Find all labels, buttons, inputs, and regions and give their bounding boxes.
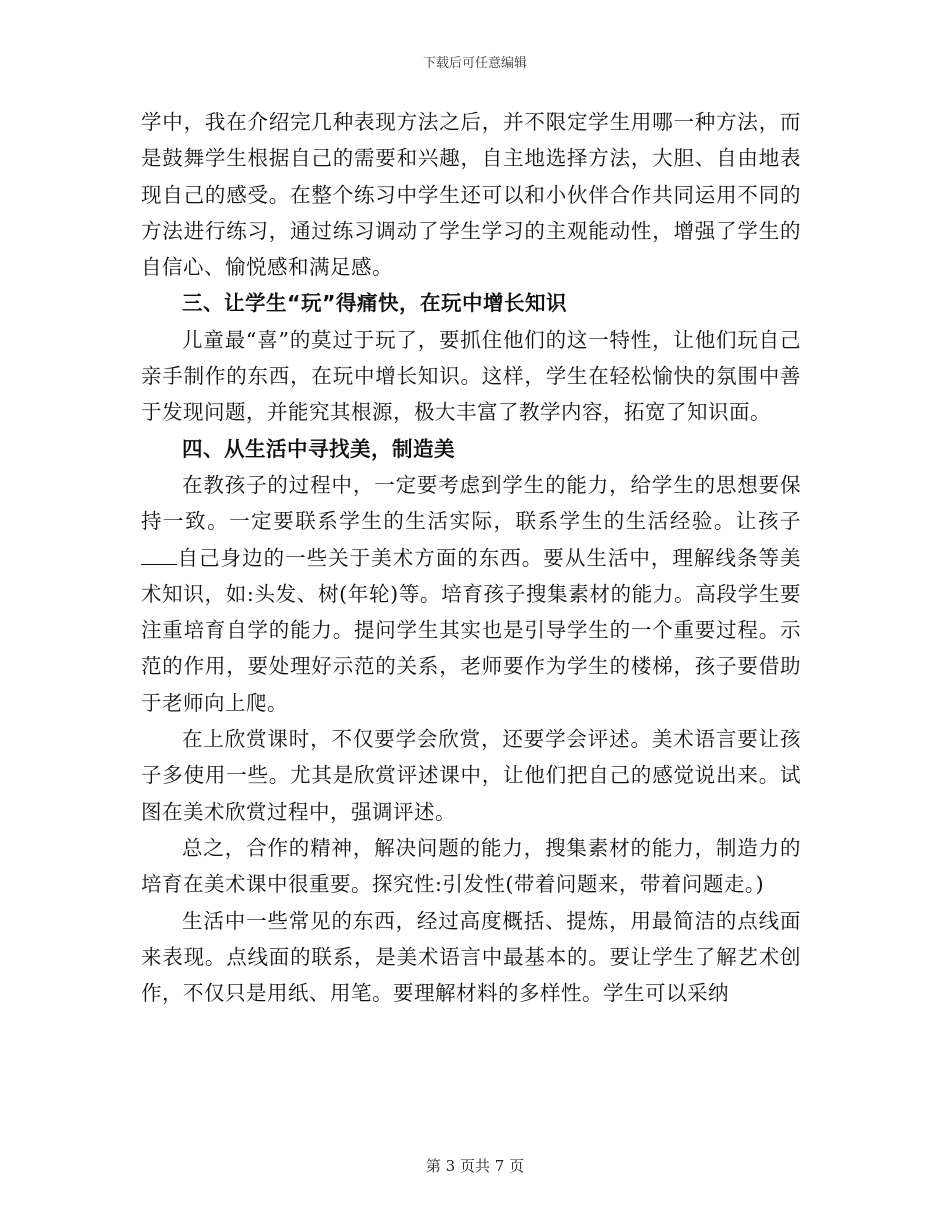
page-header-note: 下载后可任意编辑 — [422, 56, 527, 71]
paragraph-continued: 学中，我在介绍完几种表现方法之后，并不限定学生用哪一种方法，而是鼓舞学生根据自己的需要和兴趣，自主地选择方法，大胆、自由地表现自己的感受。在整个练习中学生还可以和小伙伴合作共同运用不同的方法进行练习，通过练习调动了学生学习的主观能动性，增强了学生的自信心、愉悦感和满足感。 — [141, 110, 801, 280]
paragraph-appreciation: 在上欣赏课时，不仅要学会欣赏，还要学会评述。美术语言要让孩子多使用一些。尤其是欣赏评述课中，让他们把自己的感觉说出来。试图在美术欣赏过程中，强调评述。 — [141, 727, 801, 824]
document-body — [141, 104, 801, 1011]
paragraph-life-beauty-part2: 自己身边的一些关于美术方面的东西。要从生活中，理解线条等美术知识，如:头发、树(年轮)等。培育孩子搜集素材的能力。高段学生要注重培育自学的能力。提问学生其实也是引导学生的一个重要过程。示范的作用，要处理好示范的关系，老师要作为学生的楼梯，孩子要借助于老师向上爬。 — [141, 545, 801, 715]
paragraph-point-line-plane: 生活中一些常见的东西，经过高度概括、提炼，用最简洁的点线面来表现。点线面的联系，是美术语言中最基本的。要让学生了解艺术创作，不仅只是用纸、用笔。要理解材料的多样性。学生可以采纳 — [141, 908, 801, 1006]
paragraph-play: 儿童最“喜”的莫过于玩了，要抓住他们的这一特性，让他们玩自己亲手制作的东西，在玩中增长知识。这样，学生在轻松愉快的氛围中善于发现问题，并能究其根源，极大丰富了教学内容，拓宽了知识面。 — [141, 327, 801, 425]
section-heading-3: 三、让学生“玩”得痛快，在玩中增长知识 — [182, 291, 567, 316]
paragraph-life-beauty-part1: 在教孩子的过程中，一定要考虑到学生的能力，给学生的思想要保持一致。一定要联系学生的生活实际，联系学生的生活经验。让孩子 — [141, 472, 801, 534]
page-number: 第 3 页共 7 页 — [425, 1157, 525, 1175]
paragraph-life-beauty — [141, 467, 801, 721]
section-heading-4: 四、从生活中寻找美，制造美 — [182, 436, 455, 461]
fill-in-blank — [141, 546, 177, 565]
paragraph-summary: 总之，合作的精神，解决问题的能力，搜集素材的能力，制造力的培育在美术课中很重要。探究性:引发性(带着问题来，带着问题走。) — [141, 835, 801, 897]
